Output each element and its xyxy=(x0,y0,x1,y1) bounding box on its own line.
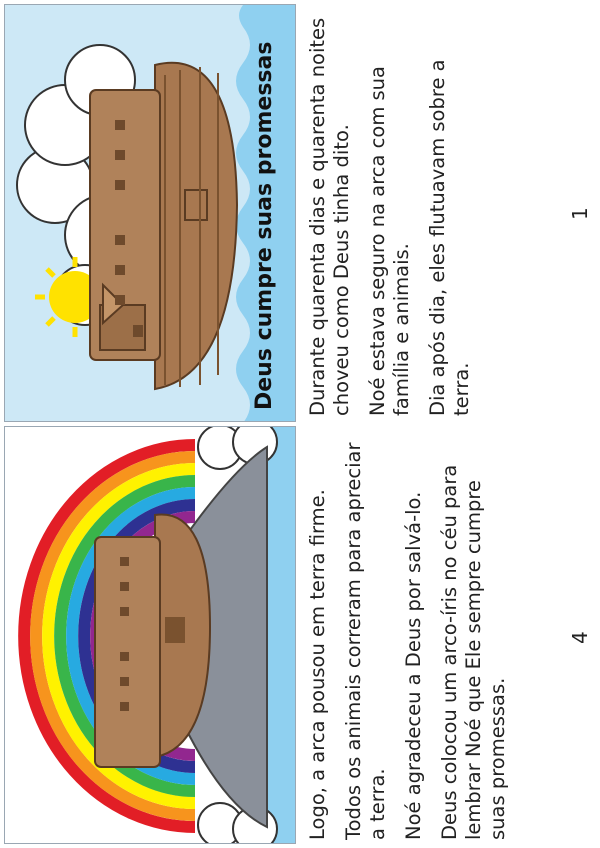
page1-paragraph: Noé estava seguro na arca com sua família e animais. xyxy=(366,66,413,416)
page4-text xyxy=(306,432,522,840)
page1-text xyxy=(306,8,486,416)
rainbow-scene xyxy=(5,427,296,844)
page-number-4: 4 xyxy=(568,631,592,644)
page-title: Deus cumpre suas promessas xyxy=(252,41,277,410)
page1-paragraph: Dia após dia, eles flutuavam sobre a terra. xyxy=(426,59,473,416)
ark-illustration-page4 xyxy=(4,426,296,844)
page-number-1: 1 xyxy=(568,207,592,220)
page1-paragraph: Durante quarenta dias e quarenta noites choveu como Deus tinha dito. xyxy=(306,17,353,416)
page4-paragraph: Noé agradeceu a Deus por salvá-lo. xyxy=(402,491,425,840)
page4-paragraph: Logo, a arca pousou em terra firme. xyxy=(306,489,329,840)
page4-paragraph: Deus colocou um arco-íris no céu para lembrar Noé que Ele sempre cumpre suas promessas. xyxy=(438,464,509,840)
page4-paragraph: Todos os animais correram para apreciar a terra. xyxy=(342,442,389,840)
